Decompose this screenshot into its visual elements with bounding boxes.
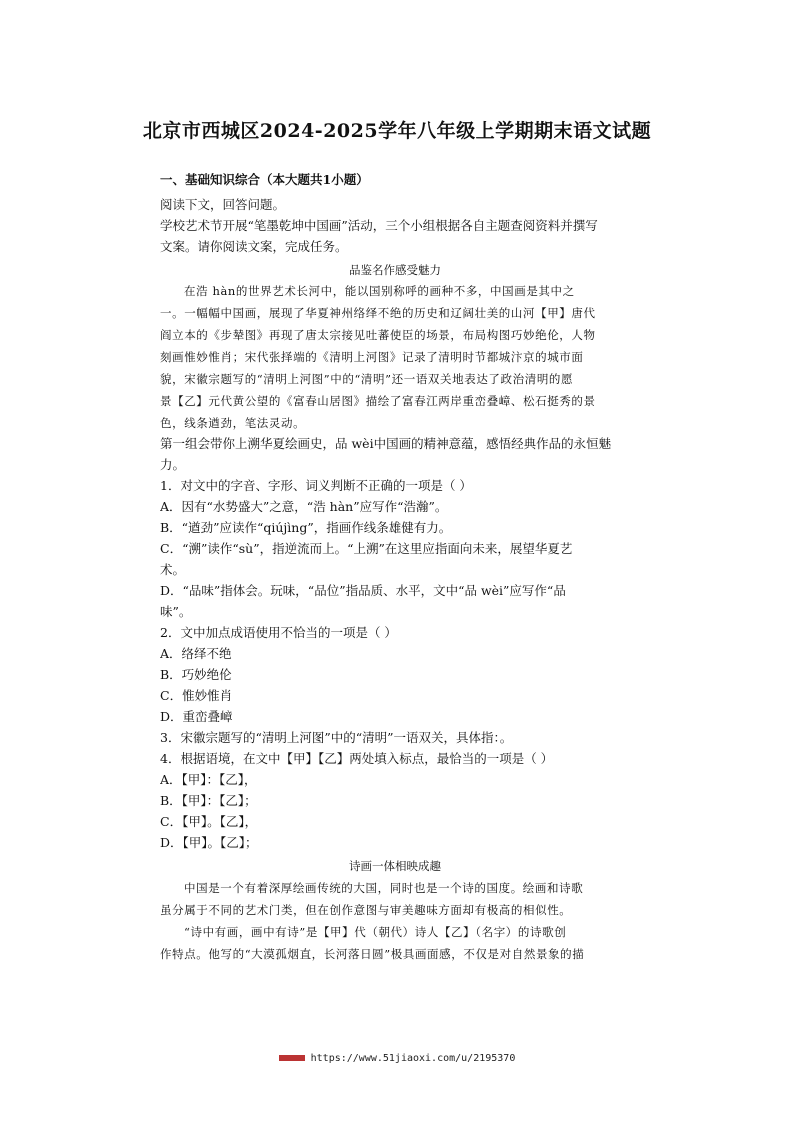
essay2-line: 虽分属于不同的艺术门类，但在创作意图与审美趣味方面却有极高的相似性。 <box>160 903 572 917</box>
intro-line: 阅读下文，回答问题。 <box>160 197 286 212</box>
question-line: 味”。 <box>160 604 192 619</box>
intro-line: 学校艺术节开展“笔墨乾坤中国画”活动，三个小组根据各自主题查阅资料并撰写 <box>160 218 598 233</box>
essay2-line: “诗中有画，画中有诗”是【甲】代（朝代）诗人【乙】（名字）的诗歌创 <box>184 925 567 939</box>
essay1-line: 一。一幅幅中国画，展现了华夏神州络绎不绝的历史和辽阔壮美的山河【甲】唐代 <box>160 306 596 320</box>
group1-line: 力。 <box>160 457 186 472</box>
essay2-line: 作特点。他写的“大漠孤烟直，长河落日圆”极具画面感，不仅是对自然景象的描 <box>160 947 585 961</box>
essay1-title: 品鉴名作感受魅力 <box>349 263 441 277</box>
essay2-title: 诗画一体相映成趣 <box>349 859 441 873</box>
essay1-line: 色，线条遒劲，笔法灵动。 <box>160 416 306 430</box>
question-line: A．络绎不绝 <box>160 646 232 661</box>
intro-line: 文案。请你阅读文案，完成任务。 <box>160 239 348 254</box>
question-line: A．因有“水势盛大”之意，“浩 hàn”应写作“浩瀚”。 <box>160 499 448 514</box>
question-line: B．巧妙绝伦 <box>160 667 232 682</box>
question-line: C．【甲】。【乙】， <box>160 814 258 829</box>
footer <box>0 1053 794 1064</box>
essay1-line: 在浩 hàn的世界艺术长河中，能以国别称呼的画种不多，中国画是其中之 <box>184 284 575 298</box>
question-line: 3．宋徽宗题写的“清明上河图”中的“清明”一语双关，具体指：。 <box>160 730 513 745</box>
footer-url[interactable]: https://www.51jiaoxi.com/u/2195370 <box>310 1053 516 1064</box>
watermark-logo-icon <box>279 1055 305 1061</box>
essay1-line: 貌，宋徽宗题写的“清明上河图”中的“清明”还一语双关地表达了政治清明的愿 <box>160 372 574 386</box>
question-line: D．重峦叠嶂 <box>160 709 233 724</box>
question-line: C．惟妙惟肖 <box>160 688 233 703</box>
page-title: 北京市西城区2024-2025学年八年级上学期期末语文试题 <box>142 120 652 142</box>
essay2-line: 中国是一个有着深厚绘画传统的大国，同时也是一个诗的国度。绘画和诗歌 <box>184 881 584 895</box>
group1-line: 第一组会带你上溯华夏绘画史，品 wèi中国画的精神意蕴，感悟经典作品的永恒魅 <box>160 436 612 451</box>
question-line: 术。 <box>160 562 186 577</box>
section-heading: 一、基础知识综合（本大题共1小题） <box>160 172 369 187</box>
question-line: A．【甲】：【乙】， <box>160 772 257 787</box>
essay1-line: 景【乙】元代黄公望的《富春山居图》描绘了富春江两岸重峦叠嶂、松石挺秀的景 <box>160 394 596 408</box>
essay1-line: 刻画惟妙惟肖；宋代张择端的《清明上河图》记录了清明时节都城汴京的城市面 <box>160 350 584 364</box>
question-line: C．“溯”读作“sù”，指逆流而上。“上溯”在这里应指面向未来，展望华夏艺 <box>160 541 573 556</box>
question-line: D．【甲】。【乙】； <box>160 835 258 850</box>
question-line: 4．根据语境，在文中【甲】【乙】两处填入标点，最恰当的一项是（ ） <box>160 751 554 766</box>
essay1-line: 阎立本的《步辇图》再现了唐太宗接见吐蕃使臣的场景，布局构图巧妙绝伦，人物 <box>160 328 596 342</box>
question-line: 2．文中加点成语使用不恰当的一项是（ ） <box>160 625 397 640</box>
question-line: 1．对文中的字音、字形、词义判断不正确的一项是（ ） <box>160 478 472 493</box>
question-line: D．“品味”指体会。玩味，“品位”指品质、水平，文中“品 wèi”应写作“品 <box>160 583 566 598</box>
question-line: B．“遒劲”应读作“qiújìng”，指画作线条雄健有力。 <box>160 520 452 535</box>
question-line: B．【甲】：【乙】； <box>160 793 257 808</box>
